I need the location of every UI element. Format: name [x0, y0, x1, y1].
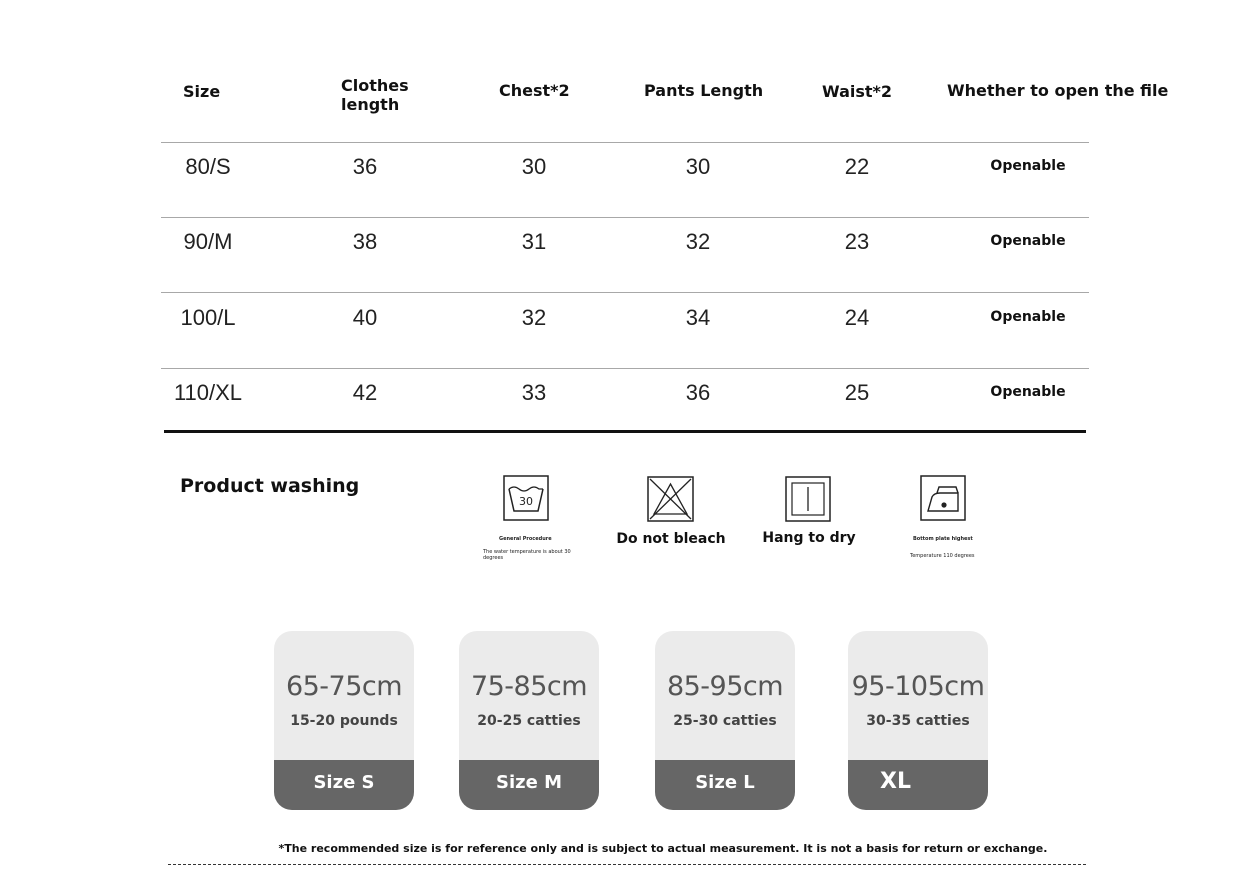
wash-label-title: General Procedure [499, 536, 552, 542]
dashed-divider [168, 864, 1086, 865]
card-weight-range: 20-25 catties [477, 713, 581, 729]
cell-chest: 31 [521, 229, 547, 254]
cell-size: 110/XL [173, 380, 243, 405]
card-height-range: 75-85cm [470, 671, 588, 702]
table-bottom-rule [164, 430, 1086, 433]
card-size-band [274, 760, 414, 810]
cell-size: 100/L [180, 305, 236, 330]
cell-openable: Openable [990, 233, 1066, 249]
cell-pants-length: 34 [685, 305, 711, 330]
cell-openable: Openable [990, 384, 1066, 400]
iron-label-title: Bottom plate highest [913, 536, 973, 542]
cell-clothes-length: 40 [352, 305, 378, 330]
cell-openable: Openable [990, 158, 1066, 174]
card-height-range: 95-105cm [851, 671, 985, 702]
card-size-band [848, 760, 988, 810]
cell-waist: 22 [844, 154, 870, 179]
size-card-m [459, 631, 599, 810]
header-waist: Waist*2 [822, 82, 893, 101]
row-divider [161, 292, 1089, 293]
header-pants-length: Pants Length [644, 81, 764, 100]
cell-pants-length: 30 [685, 154, 711, 179]
cell-size: 90/M [183, 229, 233, 254]
header-clothes-length: Clothes length [341, 76, 409, 114]
card-size-band [655, 760, 795, 810]
card-size-label: Size M [496, 772, 562, 793]
cell-clothes-length: 38 [352, 229, 378, 254]
card-size-band [459, 760, 599, 810]
card-size-label: Size S [313, 772, 375, 793]
cell-waist: 23 [844, 229, 870, 254]
cell-chest: 32 [521, 305, 547, 330]
cell-chest: 33 [521, 380, 547, 405]
size-card-s [274, 631, 414, 810]
do-not-bleach-icon [647, 476, 694, 522]
cell-waist: 24 [844, 305, 870, 330]
hang-to-dry-label: Hang to dry [762, 530, 856, 546]
cell-pants-length: 36 [685, 380, 711, 405]
iron-icon [920, 475, 966, 521]
row-divider [161, 368, 1089, 369]
product-washing-title: Product washing [180, 475, 360, 497]
card-weight-range: 30-35 catties [866, 713, 970, 729]
size-card-l [655, 631, 795, 810]
card-weight-range: 15-20 pounds [290, 713, 398, 729]
row-divider [161, 217, 1089, 218]
do-not-bleach-label: Do not bleach [616, 531, 726, 547]
header-size: Size [183, 82, 221, 101]
card-size-label: XL [880, 769, 911, 794]
cell-clothes-length: 36 [352, 154, 378, 179]
cell-chest: 30 [521, 154, 547, 179]
cell-openable: Openable [990, 309, 1066, 325]
wash-label-desc: The water temperature is about 30 degrees [483, 549, 571, 561]
header-chest: Chest*2 [499, 81, 570, 100]
hang-to-dry-icon [785, 476, 831, 522]
row-divider [161, 142, 1089, 143]
wash-temp-number: 30 [519, 495, 533, 508]
iron-label-desc: Temperature 110 degrees [910, 553, 975, 559]
card-weight-range: 25-30 catties [673, 713, 777, 729]
cell-waist: 25 [844, 380, 870, 405]
size-card-xl [848, 631, 988, 810]
card-height-range: 65-75cm [285, 671, 403, 702]
footnote: *The recommended size is for reference only and is subject to actual measurement. It is not a basis for return or exchange. [278, 842, 1048, 855]
card-size-label: Size L [695, 772, 755, 793]
cell-size: 80/S [185, 154, 231, 179]
wash-30-icon [503, 475, 549, 521]
cell-pants-length: 32 [685, 229, 711, 254]
card-height-range: 85-95cm [666, 671, 784, 702]
cell-clothes-length: 42 [352, 380, 378, 405]
header-open-file: Whether to open the file [947, 81, 1169, 100]
